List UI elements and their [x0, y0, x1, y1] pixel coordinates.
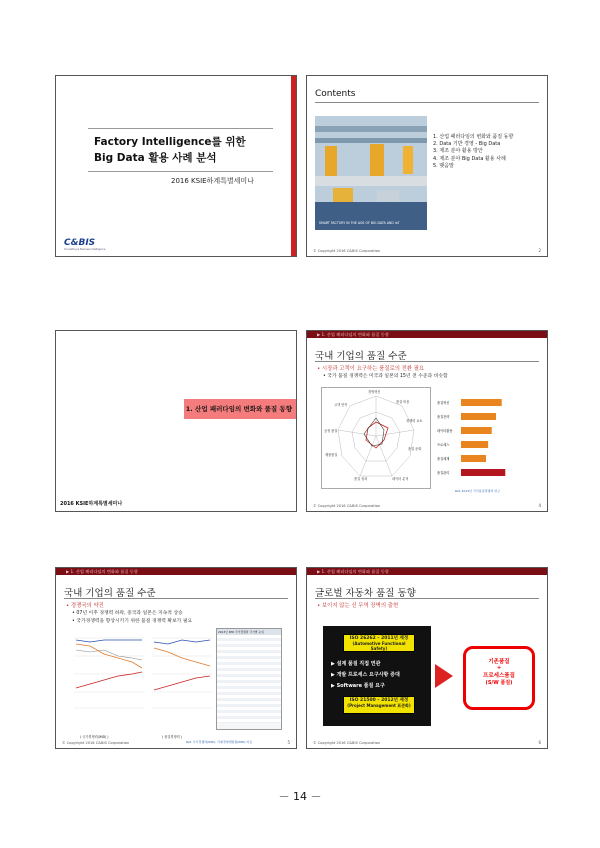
quality-result-box: 기존품질 + 프로세스품질 (S/W 품질) [463, 646, 535, 710]
factory-illustration [315, 116, 427, 230]
slide-title: 국내 기업의 품질 수준 [315, 351, 407, 362]
bar [461, 441, 488, 448]
chart-caption: ( 품질경쟁력 ) [162, 735, 182, 739]
radar-label: 공정 품질 [324, 429, 338, 433]
document-page-number: － 14 － [278, 790, 322, 803]
slide-section [55, 330, 297, 512]
bullet: • 경쟁국의 약진 [66, 603, 104, 609]
title-line-1: Factory Intelligence를 위한 [94, 136, 246, 148]
copyright: © Copyright 2016 C&BIS Corporation [62, 741, 130, 745]
contents-item: 5. 맺음말 [433, 162, 454, 169]
bar-label: 품질전략 [437, 415, 450, 419]
radar-chart [321, 387, 431, 489]
iso21500-box: ISO 21500 – 2012년 제정 (Project Management 표준화) [343, 696, 415, 714]
slide-title [55, 75, 297, 257]
radar-label: 품질 비용 [396, 400, 410, 404]
bar-chart-svg [435, 391, 539, 487]
slide-automotive-quality [306, 567, 548, 749]
copyright: © Copyright 2016 C&BIS Corporation [313, 249, 381, 253]
section-title: 1. 산업 패러다임의 변화와 품질 동향 [185, 405, 292, 413]
company-logo: C&BIS Consulting & Business Intelligence [64, 238, 106, 251]
slide-title: 국내 기업의 품질 수준 [64, 588, 156, 599]
radar-label: 경영혁신 [368, 390, 381, 394]
requirement-item: ▶ 설계 품질 직접 연관 [331, 661, 381, 667]
radar-label: 경쟁력 요소 [406, 419, 423, 423]
slide-quality-level-1 [306, 330, 548, 512]
bar-label: 데이터활용 [437, 429, 453, 433]
sub-bullet: • 07년 이후 경쟁력 하락, 중국과 일본은 지속적 상승 [72, 611, 183, 616]
chart-source: Ref. 2013년 국가품질경쟁력 연구 [455, 489, 501, 493]
contents-item: 1. 산업 패러다임의 변화와 품질 동향 [433, 134, 514, 140]
copyright: © Copyright 2016 C&BIS Corporation [313, 504, 381, 508]
radar-label: 품질 성과 [354, 477, 368, 481]
bar-label: 품질체계 [437, 457, 450, 461]
bar [461, 399, 502, 406]
slide-quality-level-2 [55, 567, 297, 749]
slide-title: Contents [315, 89, 356, 99]
sub-bullet: • 국가경쟁력을 향상시키기 위한 품질 경쟁력 확보가 필요 [72, 619, 193, 624]
bar [461, 427, 492, 434]
radar-label: 제품품질 [325, 453, 338, 457]
bullet: • 보이지 않는 신 무역 장벽의 출현 [317, 603, 399, 609]
contents-item: 2. Data 기반 경영 - Big Data [433, 141, 501, 148]
slide-number: 2 [538, 248, 541, 253]
chart-caption: ( 국가경쟁력(IMD) ) [80, 735, 109, 739]
radar-label: 데이터 분석 [392, 477, 409, 481]
slide-number: 5 [287, 740, 290, 745]
contents-item: 4. 제조 분야 Big Data 활용 사례 [433, 155, 506, 162]
bar [461, 455, 486, 462]
line-chart-svg [66, 628, 146, 720]
event-name: 2016 KSIE하계특별세미나 [171, 177, 254, 185]
sub-bullet: • 국가 품질 경쟁력은 미국과 일본의 15년 전 수준과 비슷함 [323, 374, 448, 379]
header-bar: ▶ 1. 산업 패러다임의 변화와 품질 동향 [307, 568, 547, 575]
requirement-item: ▶ Software 품질 요구 [331, 683, 385, 689]
header-bar: ▶ 1. 산업 패러다임의 변화와 품질 동향 [56, 568, 296, 575]
line-chart-imd [66, 628, 146, 720]
bar-chart [435, 391, 539, 487]
slide-number: 4 [538, 503, 541, 508]
line-chart-svg [148, 628, 214, 720]
slide-number: 6 [538, 740, 541, 745]
bar [461, 413, 496, 420]
requirement-item: ▶ 개발 프로세스 요구사항 증대 [331, 672, 400, 678]
line-chart-quality [148, 628, 214, 720]
smart-factory-image [315, 116, 427, 230]
image-caption: SMART FACTORY IN THE AGE OF BIG DATA AND IoT [319, 221, 400, 225]
bar [461, 469, 505, 476]
copyright: © Copyright 2016 C&BIS Corporation [313, 741, 381, 745]
event-name: 2016 KSIE하계특별세미나 [60, 501, 123, 507]
contents-list [433, 134, 543, 170]
bar-label: 품질관리 [437, 471, 450, 475]
radar-label: 품질 문화 [408, 447, 422, 451]
chart-source: Ref. 국가경쟁력(IMD), 국제경영개발원(IMD) 자료 [186, 740, 253, 744]
contents-item: 3. 제조 분야 활용 방안 [433, 148, 483, 155]
header-bar: ▶ 1. 산업 패러다임의 변화와 품질 동향 [307, 331, 547, 338]
title-line-2: Big Data 활용 사례 분석 [94, 152, 217, 164]
bullet: • 시장과 고객이 요구하는 품질로의 전환 필요 [317, 366, 425, 372]
ranking-table: 2013년 IMD 국가경쟁력 국가별 순위 [216, 628, 282, 730]
slide-contents [306, 75, 548, 257]
right-accent-bar [291, 76, 296, 256]
slide-title: 글로벌 자동차 품질 동향 [315, 588, 416, 599]
bar-label: 품질혁신 [437, 401, 450, 405]
bar-label: 프로세스 [437, 443, 450, 447]
radar-label: 고객 만족 [334, 403, 348, 407]
iso26262-box: ISO 26262 – 2011년 제정 (Automotive Functional Safety) [343, 634, 415, 652]
arrow-icon [435, 664, 453, 688]
